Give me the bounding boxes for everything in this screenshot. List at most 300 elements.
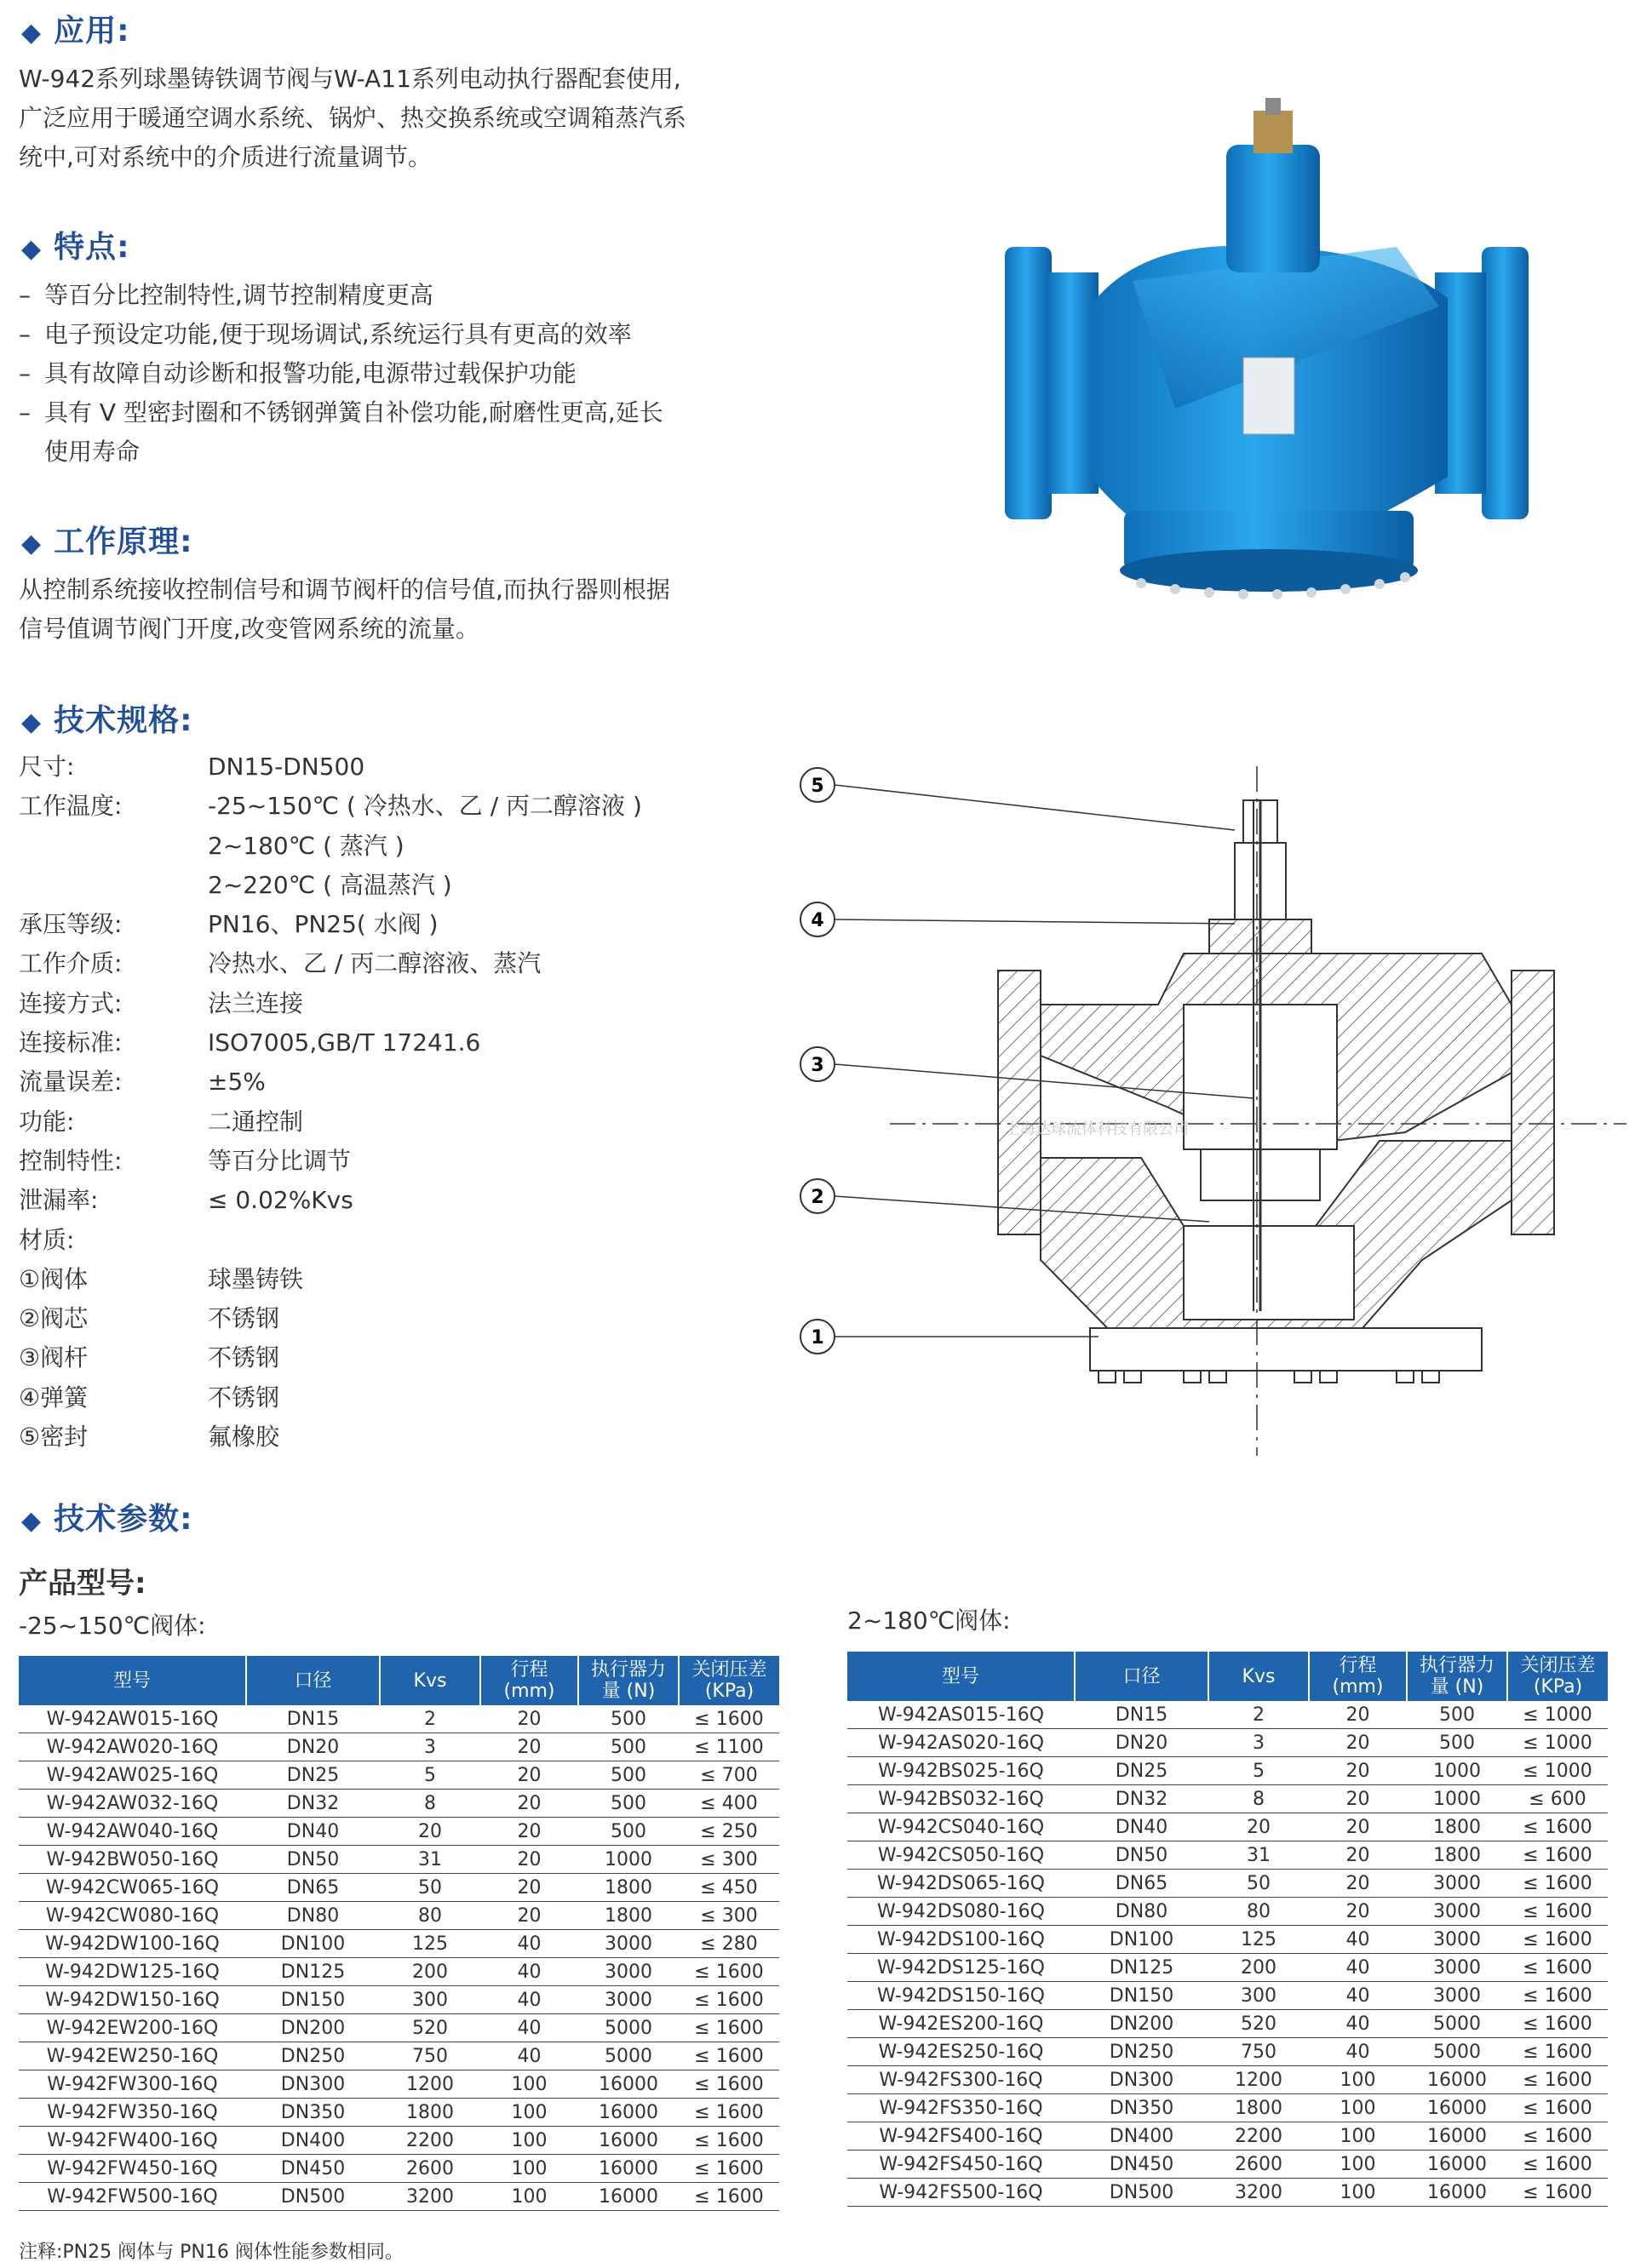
list-item: – 电子预设定功能,便于现场调试,系统运行具有更高的效率 <box>19 320 632 348</box>
table-cell: ≤ 700 <box>679 1761 779 1790</box>
table-cell: ≤ 1600 <box>679 2099 779 2127</box>
table-cell: DN450 <box>1075 2151 1208 2179</box>
table-row <box>19 1733 779 1761</box>
table-row <box>847 1785 1608 1813</box>
table-cell: 40 <box>480 1986 578 2014</box>
valve-cross-section-diagram <box>783 749 1635 1464</box>
spec-row: ①阀体 球墨铸铁 <box>19 1264 304 1293</box>
table-cell: 1800 <box>1208 2094 1309 2122</box>
table-cell: ≤ 1000 <box>1507 1729 1608 1757</box>
table-cell: 20 <box>380 1818 480 1846</box>
table-row <box>19 1790 779 1818</box>
table-cell: DN25 <box>1075 1757 1208 1785</box>
table-cell: DN50 <box>1075 1841 1208 1870</box>
table-cell: DN300 <box>1075 2066 1208 2094</box>
table-cell: W-942FW350-16Q <box>19 2099 246 2127</box>
spec-row: 连接方式: 法兰连接 <box>19 988 304 1017</box>
table-row <box>847 1982 1608 2010</box>
table-cell: W-942FW300-16Q <box>19 2070 246 2099</box>
table-cell: 20 <box>480 1733 578 1761</box>
spec-row: ④弹簧 不锈钢 <box>19 1383 280 1412</box>
valve-photo <box>920 51 1635 681</box>
table-row <box>19 2014 779 2042</box>
table-row <box>19 1902 779 1930</box>
table-row <box>847 2010 1608 2038</box>
table-row <box>19 1986 779 2014</box>
principle-text: 从控制系统接收控制信号和调节阀杆的信号值,而执行器则根据 信号值调节阀门开度,改变管网系统的流量。 <box>19 576 670 643</box>
list-item: – 具有故障自动诊断和报警功能,电源带过载保护功能 <box>19 359 577 387</box>
table-cell: 5 <box>380 1761 480 1790</box>
col-force: 执行器力 量 (N) <box>578 1656 679 1705</box>
svg-text:5: 5 <box>811 776 824 797</box>
table-cell: W-942BW050-16Q <box>19 1846 246 1874</box>
svg-text:1: 1 <box>811 1327 824 1349</box>
features-title: ◆ 特点: <box>21 230 130 265</box>
table-cell: 20 <box>1309 1701 1407 1729</box>
table-cell: DN150 <box>1075 1982 1208 2010</box>
callout-4 <box>800 902 835 936</box>
table-cell: ≤ 1600 <box>1507 2066 1608 2094</box>
spec-row: 尺寸: DN15-DN500 <box>19 753 365 781</box>
table-cell: 16000 <box>1407 2066 1507 2094</box>
table-cell: W-942AS020-16Q <box>847 1729 1075 1757</box>
table-cell: DN15 <box>246 1705 380 1733</box>
table-row <box>847 1841 1608 1870</box>
table-row <box>19 1846 779 1874</box>
table-cell: ≤ 450 <box>679 1874 779 1902</box>
table-cell: W-942DS125-16Q <box>847 1954 1075 1982</box>
list-item: – 具有 V 型密封圈和不锈钢弹簧自补偿功能,耐磨性更高,延长 <box>19 398 663 427</box>
table-cell: 1800 <box>380 2099 480 2127</box>
table-cell: 3000 <box>1407 1954 1507 1982</box>
table-row <box>19 2099 779 2127</box>
table-cell: 500 <box>578 1733 679 1761</box>
table-row <box>19 1874 779 1902</box>
table-cell: 20 <box>480 1846 578 1874</box>
table-cell: DN65 <box>246 1874 380 1902</box>
table-cell: 100 <box>480 2155 578 2183</box>
col-model: 型号 <box>847 1652 1075 1701</box>
table-cell: 300 <box>1208 1982 1309 2010</box>
table-cell: DN400 <box>246 2127 380 2155</box>
table-cell: 16000 <box>578 2099 679 2127</box>
table-cell: 1200 <box>380 2070 480 2099</box>
table-cell: ≤ 1600 <box>679 2014 779 2042</box>
table-row <box>847 2066 1608 2094</box>
col-diameter: 口径 <box>1075 1652 1208 1701</box>
table-cell: DN65 <box>1075 1870 1208 1898</box>
table-cell: 750 <box>1208 2038 1309 2066</box>
table-row <box>847 2094 1608 2122</box>
table-row <box>19 2042 779 2070</box>
table-cell: ≤ 1600 <box>1507 2122 1608 2151</box>
table-cell: ≤ 1600 <box>679 1986 779 2014</box>
right-table-caption: 2~180℃阀体: <box>847 1606 1011 1635</box>
table-cell: DN250 <box>1075 2038 1208 2066</box>
table-cell: DN15 <box>1075 1701 1208 1729</box>
table-cell: 40 <box>1309 1954 1407 1982</box>
spec-row: ⑤密封 氟橡胶 <box>19 1423 280 1452</box>
table-cell: 200 <box>1208 1954 1309 1982</box>
table-note: 注释:PN25 阀体与 PN16 阀体性能参数相同。 <box>19 2242 404 2263</box>
table-cell: W-942CW065-16Q <box>19 1874 246 1902</box>
table-cell: 16000 <box>1407 2151 1507 2179</box>
table-cell: 20 <box>1309 1870 1407 1898</box>
table-cell: ≤ 1600 <box>1507 1898 1608 1926</box>
col-kvs: Kvs <box>1208 1652 1309 1701</box>
table-cell: DN150 <box>246 1986 380 2014</box>
table-cell: ≤ 1600 <box>1507 1982 1608 2010</box>
table-cell: ≤ 1600 <box>1507 1841 1608 1870</box>
table-cell: 16000 <box>578 2127 679 2155</box>
table-cell: DN20 <box>246 1733 380 1761</box>
table-cell: ≤ 1600 <box>1507 2179 1608 2207</box>
right-spec-table <box>847 1652 1608 2207</box>
table-cell: 20 <box>1309 1841 1407 1870</box>
table-cell: ≤ 1600 <box>1507 1813 1608 1841</box>
col-pressure: 关闭压差 (KPa) <box>1507 1652 1608 1701</box>
table-cell: ≤ 600 <box>1507 1785 1608 1813</box>
table-cell: ≤ 1600 <box>679 1958 779 1986</box>
table-cell: DN350 <box>1075 2094 1208 2122</box>
table-cell: ≤ 1600 <box>679 2127 779 2155</box>
table-row <box>19 1818 779 1846</box>
table-row <box>847 1870 1608 1898</box>
table-row <box>19 1930 779 1958</box>
table-cell: DN200 <box>1075 2010 1208 2038</box>
table-cell: W-942CS040-16Q <box>847 1813 1075 1841</box>
spec-row: 2~180℃ ( 蒸汽 ) <box>208 831 404 860</box>
table-cell: 1000 <box>578 1846 679 1874</box>
table-cell: ≤ 1600 <box>679 2042 779 2070</box>
table-cell: 3 <box>1208 1729 1309 1757</box>
table-cell: 2200 <box>1208 2122 1309 2151</box>
table-cell: 2200 <box>380 2127 480 2155</box>
table-cell: 40 <box>480 1930 578 1958</box>
spec-row: 泄漏率: ≤ 0.02%Kvs <box>19 1186 353 1215</box>
table-cell: W-942FS500-16Q <box>847 2179 1075 2207</box>
table-cell: 16000 <box>578 2183 679 2211</box>
table-row <box>847 1701 1608 1729</box>
table-cell: 40 <box>1309 2010 1407 2038</box>
table-cell: ≤ 1000 <box>1507 1701 1608 1729</box>
table-cell: DN40 <box>246 1818 380 1846</box>
table-cell: 100 <box>1309 2066 1407 2094</box>
table-cell: DN450 <box>246 2155 380 2183</box>
table-row <box>847 1954 1608 1982</box>
table-cell: 20 <box>1309 1785 1407 1813</box>
table-cell: ≤ 1600 <box>1507 2038 1608 2066</box>
col-diameter: 口径 <box>246 1656 380 1705</box>
table-cell: ≤ 1600 <box>1507 2151 1608 2179</box>
table-cell: 40 <box>480 2014 578 2042</box>
table-cell: 16000 <box>578 2070 679 2099</box>
diamond-icon: ◆ <box>21 529 43 558</box>
table-cell: W-942ES250-16Q <box>847 2038 1075 2066</box>
spec-row: 材质: <box>19 1225 75 1254</box>
col-stroke: 行程 (mm) <box>1309 1652 1407 1701</box>
table-cell: 20 <box>480 1874 578 1902</box>
principle-title: ◆ 工作原理: <box>21 524 193 559</box>
table-cell: ≤ 1600 <box>1507 2094 1608 2122</box>
callout-1 <box>800 1320 835 1354</box>
table-row <box>847 1926 1608 1954</box>
table-cell: W-942DS100-16Q <box>847 1926 1075 1954</box>
left-table-caption: -25~150℃阀体: <box>19 1612 206 1640</box>
table-cell: 20 <box>1309 1729 1407 1757</box>
table-cell: DN400 <box>1075 2122 1208 2151</box>
table-cell: W-942DW125-16Q <box>19 1958 246 1986</box>
svg-text:4: 4 <box>811 910 824 931</box>
application-text: W-942系列球墨铸铁调节阀与W-A11系列电动执行器配套使用, 广泛应用于暖通空调水系统、锅炉、热交换系统或空调箱蒸汽系 统中,可对系统中的介质进行流量调节。 <box>19 65 687 171</box>
table-cell: ≤ 1100 <box>679 1733 779 1761</box>
table-cell: W-942AW020-16Q <box>19 1733 246 1761</box>
table-cell: DN50 <box>246 1846 380 1874</box>
spec-row: 控制特性: 等百分比调节 <box>19 1146 352 1175</box>
table-cell: 100 <box>480 2070 578 2099</box>
table-cell: 40 <box>1309 1982 1407 2010</box>
table-cell: DN500 <box>246 2183 380 2211</box>
table-cell: 2 <box>1208 1701 1309 1729</box>
table-row <box>19 2127 779 2155</box>
table-cell: 5000 <box>578 2014 679 2042</box>
table-cell: 3000 <box>578 1958 679 1986</box>
table-cell: DN25 <box>246 1761 380 1790</box>
table-cell: W-942CS050-16Q <box>847 1841 1075 1870</box>
table-cell: ≤ 1600 <box>679 1705 779 1733</box>
table-cell: 100 <box>480 2099 578 2127</box>
table-row <box>847 1757 1608 1785</box>
spec-row: 工作介质: 冷热水、乙 / 丙二醇溶液、蒸汽 <box>19 949 542 978</box>
table-cell: ≤ 1600 <box>679 2155 779 2183</box>
table-cell: DN32 <box>1075 1785 1208 1813</box>
product-heading: 产品型号: <box>19 1566 146 1601</box>
table-cell: W-942AS015-16Q <box>847 1701 1075 1729</box>
table-row <box>847 1729 1608 1757</box>
table-row <box>19 2183 779 2211</box>
table-row <box>847 2038 1608 2066</box>
features-list <box>19 276 785 472</box>
table-cell: 750 <box>380 2042 480 2070</box>
watermark: 上海达球流体科技有限公司 <box>1005 1120 1189 1138</box>
list-item: – 等百分比控制特性,调节控制精度更高 <box>19 281 433 309</box>
table-cell: 3200 <box>380 2183 480 2211</box>
table-cell: 20 <box>1309 1757 1407 1785</box>
table-cell: 3000 <box>578 1986 679 2014</box>
spec-row: 2~220℃ ( 高温蒸汽 ) <box>208 870 452 899</box>
table-cell: W-942FS450-16Q <box>847 2151 1075 2179</box>
table-cell: ≤ 300 <box>679 1902 779 1930</box>
specs-list <box>19 747 642 1457</box>
table-cell: 3000 <box>1407 1926 1507 1954</box>
table-cell: ≤ 250 <box>679 1818 779 1846</box>
table-cell: DN350 <box>246 2099 380 2127</box>
table-cell: ≤ 1600 <box>1507 2010 1608 2038</box>
table-cell: 20 <box>480 1761 578 1790</box>
col-model: 型号 <box>19 1656 246 1705</box>
table-cell: 1200 <box>1208 2066 1309 2094</box>
table-cell: W-942AW015-16Q <box>19 1705 246 1733</box>
spec-row: 工作温度: -25~150℃ ( 冷热水、乙 / 丙二醇溶液 ) <box>19 792 642 821</box>
table-cell: ≤ 1600 <box>679 2070 779 2099</box>
table-cell: 3 <box>380 1733 480 1761</box>
table-cell: 200 <box>380 1958 480 1986</box>
table-cell: W-942FW400-16Q <box>19 2127 246 2155</box>
table-cell: 520 <box>1208 2010 1309 2038</box>
table-cell: 100 <box>480 2183 578 2211</box>
table-cell: W-942FW500-16Q <box>19 2183 246 2211</box>
table-cell: 16000 <box>578 2155 679 2183</box>
table-cell: 31 <box>1208 1841 1309 1870</box>
diamond-icon: ◆ <box>21 707 43 737</box>
table-cell: 100 <box>1309 2094 1407 2122</box>
table-cell: W-942DS080-16Q <box>847 1898 1075 1926</box>
diamond-icon: ◆ <box>21 18 43 48</box>
col-pressure: 关闭压差 (KPa) <box>679 1656 779 1705</box>
table-cell: 50 <box>1208 1870 1309 1898</box>
table-cell: 80 <box>380 1902 480 1930</box>
table-cell: W-942AW032-16Q <box>19 1790 246 1818</box>
params-title: ◆ 技术参数: <box>21 1502 193 1537</box>
table-cell: 2 <box>380 1705 480 1733</box>
table-cell: DN32 <box>246 1790 380 1818</box>
application-title: ◆ 应用: <box>21 14 130 49</box>
table-cell: ≤ 400 <box>679 1790 779 1818</box>
table-cell: 2600 <box>380 2155 480 2183</box>
table-cell: 20 <box>480 1818 578 1846</box>
table-cell: W-942FS400-16Q <box>847 2122 1075 2151</box>
table-cell: 20 <box>1208 1813 1309 1841</box>
table-cell: 40 <box>1309 1926 1407 1954</box>
table-cell: 1000 <box>1407 1785 1507 1813</box>
table-cell: DN200 <box>246 2014 380 2042</box>
table-cell: 1800 <box>578 1902 679 1930</box>
table-cell: W-942CW080-16Q <box>19 1902 246 1930</box>
table-cell: DN80 <box>246 1902 380 1930</box>
list-item: 使用寿命 <box>44 438 141 466</box>
table-cell: 50 <box>380 1874 480 1902</box>
table-cell: W-942EW200-16Q <box>19 2014 246 2042</box>
table-cell: W-942DS150-16Q <box>847 1982 1075 2010</box>
table-cell: W-942AW040-16Q <box>19 1818 246 1846</box>
callout-5 <box>800 768 835 802</box>
table-cell: 5000 <box>578 2042 679 2070</box>
table-cell: W-942AW025-16Q <box>19 1761 246 1790</box>
diamond-icon: ◆ <box>21 234 43 264</box>
specs-title: ◆ 技术规格: <box>21 703 193 738</box>
table-cell: 1800 <box>578 1874 679 1902</box>
table-cell: 40 <box>1309 2038 1407 2066</box>
table-cell: 2600 <box>1208 2151 1309 2179</box>
table-cell: 5000 <box>1407 2010 1507 2038</box>
table-cell: DN100 <box>1075 1926 1208 1954</box>
table-row <box>19 1761 779 1790</box>
table-cell: W-942ES200-16Q <box>847 2010 1075 2038</box>
table-cell: 125 <box>1208 1926 1309 1954</box>
table-cell: 100 <box>480 2127 578 2155</box>
table-cell: DN80 <box>1075 1898 1208 1926</box>
table-cell: W-942FS350-16Q <box>847 2094 1075 2122</box>
left-spec-table <box>19 1656 779 2211</box>
callout-3 <box>800 1047 835 1081</box>
table-cell: 20 <box>1309 1898 1407 1926</box>
table-cell: W-942BS025-16Q <box>847 1757 1075 1785</box>
table-cell: 3000 <box>1407 1982 1507 2010</box>
callout-2 <box>800 1179 835 1213</box>
table-cell: 16000 <box>1407 2122 1507 2151</box>
table-row <box>847 1898 1608 1926</box>
table-cell: DN125 <box>246 1958 380 1986</box>
table-row <box>19 2070 779 2099</box>
table-cell: 1000 <box>1407 1757 1507 1785</box>
table-cell: 16000 <box>1407 2094 1507 2122</box>
table-cell: 500 <box>578 1761 679 1790</box>
svg-text:3: 3 <box>811 1055 824 1076</box>
table-row <box>847 2179 1608 2207</box>
spec-row: 流量误差: ±5% <box>19 1068 266 1097</box>
table-cell: 300 <box>380 1986 480 2014</box>
spec-row: 连接标准: ISO7005,GB/T 17241.6 <box>19 1028 481 1057</box>
table-cell: 20 <box>1309 1813 1407 1841</box>
table-cell: DN20 <box>1075 1729 1208 1757</box>
table-cell: DN500 <box>1075 2179 1208 2207</box>
table-cell: 125 <box>380 1930 480 1958</box>
table-cell: 500 <box>578 1790 679 1818</box>
spec-row: 承压等级: PN16、PN25( 水阀 ) <box>19 910 439 939</box>
table-cell: W-942EW250-16Q <box>19 2042 246 2070</box>
table-cell: ≤ 1600 <box>1507 1954 1608 1982</box>
table-cell: 3000 <box>1407 1898 1507 1926</box>
table-cell: 8 <box>1208 1785 1309 1813</box>
svg-text:2: 2 <box>811 1187 824 1208</box>
table-cell: 40 <box>480 2042 578 2070</box>
table-cell: 80 <box>1208 1898 1309 1926</box>
table-cell: DN100 <box>246 1930 380 1958</box>
table-cell: 520 <box>380 2014 480 2042</box>
table-cell: DN250 <box>246 2042 380 2070</box>
table-cell: 100 <box>1309 2151 1407 2179</box>
table-cell: W-942DW100-16Q <box>19 1930 246 1958</box>
table-cell: 3200 <box>1208 2179 1309 2207</box>
table-cell: W-942BS032-16Q <box>847 1785 1075 1813</box>
table-cell: 500 <box>578 1818 679 1846</box>
spec-row: ②阀芯 不锈钢 <box>19 1304 280 1333</box>
table-cell: ≤ 300 <box>679 1846 779 1874</box>
table-row <box>19 1958 779 1986</box>
col-kvs: Kvs <box>380 1656 480 1705</box>
col-force: 执行器力 量 (N) <box>1407 1652 1507 1701</box>
table-row <box>847 2122 1608 2151</box>
table-row <box>19 1705 779 1733</box>
table-cell: 500 <box>1407 1701 1507 1729</box>
table-cell: 5 <box>1208 1757 1309 1785</box>
table-cell: 20 <box>480 1705 578 1733</box>
table-cell: 500 <box>1407 1729 1507 1757</box>
table-cell: 40 <box>480 1958 578 1986</box>
table-cell: ≤ 1600 <box>1507 1926 1608 1954</box>
col-stroke: 行程 (mm) <box>480 1656 578 1705</box>
table-cell: W-942DW150-16Q <box>19 1986 246 2014</box>
table-cell: 20 <box>480 1790 578 1818</box>
table-cell: W-942FS300-16Q <box>847 2066 1075 2094</box>
spec-row: ③阀杆 不锈钢 <box>19 1343 280 1372</box>
table-row <box>847 1813 1608 1841</box>
table-cell: 100 <box>1309 2179 1407 2207</box>
table-cell: 5000 <box>1407 2038 1507 2066</box>
table-cell: ≤ 1600 <box>1507 1870 1608 1898</box>
table-cell: 8 <box>380 1790 480 1818</box>
table-cell: W-942DS065-16Q <box>847 1870 1075 1898</box>
